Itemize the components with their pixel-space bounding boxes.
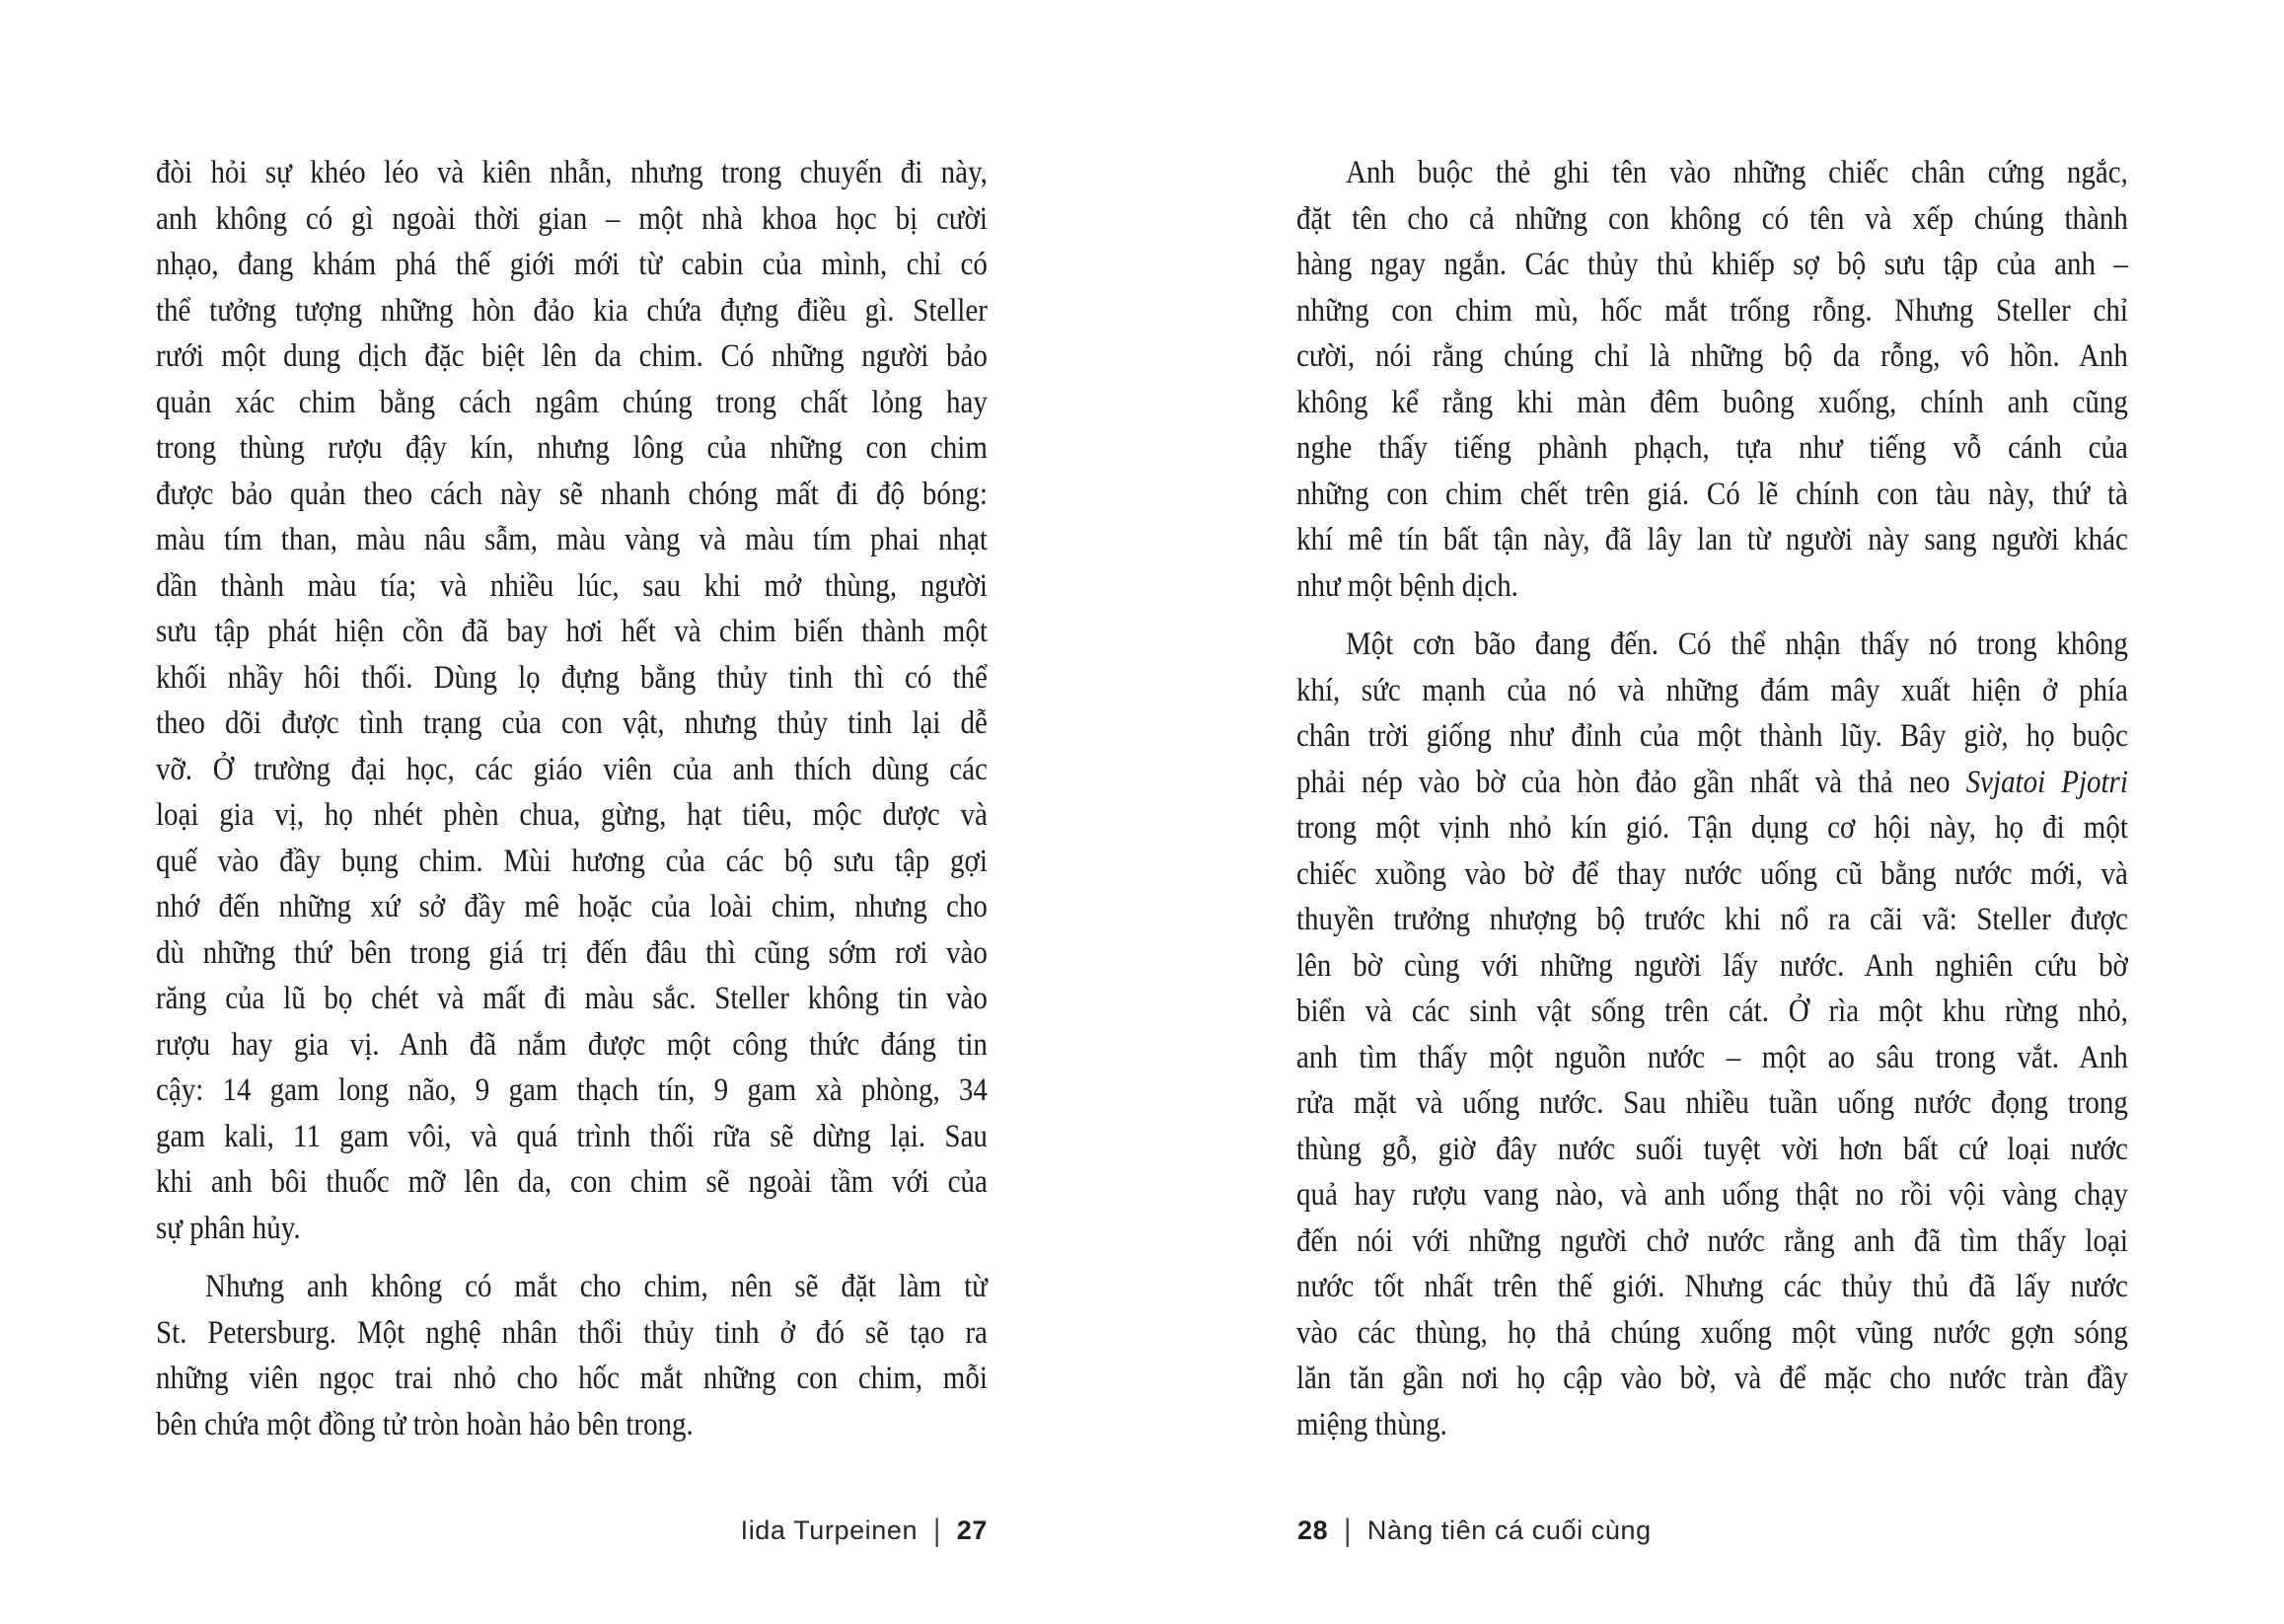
text-line: chiếc xuồng vào bờ để thay nước uống cũ bằng nước mới, và (1296, 855, 2128, 892)
text-line: nghe thấy tiếng phành phạch, tựa như tiếng vỗ cánh của (1296, 430, 2128, 466)
footer-book-title: Nàng tiên cá cuối cùng (1366, 1515, 1652, 1545)
text-line: quản xác chim bằng cách ngâm chúng trong chất lỏng hay (156, 384, 988, 420)
text-line: nhớ đến những xứ sở đầy mê hoặc của loài chim, nhưng cho (156, 889, 988, 924)
text-line: màu tím than, màu nâu sẫm, màu vàng và màu tím phai nhạt (156, 522, 988, 557)
text-line: sự phân hủy. (156, 1210, 301, 1246)
footer-author: Iida Turpeinen (740, 1515, 919, 1545)
text-line: khí, sức mạnh của nó và những đám mây xuất hiện ở phía (1296, 672, 2128, 708)
paragraph (156, 1264, 988, 1447)
text-line: vào các thùng, họ thả chúng xuống một vũng nước gợn sóng (1296, 1314, 2128, 1351)
text-line: đòi hỏi sự khéo léo và kiên nhẫn, nhưng trong chuyến đi này, (156, 155, 988, 190)
text-line: hàng ngay ngắn. Các thủy thủ khiếp sợ bộ sưu tập của anh – (1296, 247, 2128, 282)
text-line: khi anh bôi thuốc mỡ lên da, con chim sẽ ngoài tầm với của (156, 1164, 988, 1200)
text-line: chân trời giống như đỉnh của một thành lũy. Bây giờ, họ buộc (1296, 718, 2128, 754)
text-line: Một cơn bão đang đến. Có thể nhận thấy nó trong không (1346, 627, 2128, 662)
text-line: loại gia vị, họ nhét phèn chua, gừng, hạt tiêu, mộc dược và (156, 797, 988, 833)
page-number-left: 27 (956, 1515, 988, 1545)
text-line: vỡ. Ở trường đại học, các giáo viên của anh thích dùng các (156, 751, 988, 787)
text-line: được bảo quản theo cách này sẽ nhanh chóng mất đi độ bóng: (156, 476, 988, 512)
paragraph (156, 150, 988, 1251)
text-line: những con chim mù, hốc mắt trống rỗng. Nhưng Steller chỉ (1296, 292, 2128, 329)
text-line: gam kali, 11 gam vôi, và quá trình thối rữa sẽ dừng lại. Sau (156, 1118, 988, 1154)
page-left-body-text (156, 150, 988, 1447)
text-line: nước tốt nhất trên thế giới. Nhưng các thủy thủ đã lấy nước (1296, 1269, 2128, 1304)
footer-separator: | (1344, 1513, 1352, 1548)
text-line: sưu tập phát hiện cồn đã bay hơi hết và chim biến thành một (156, 614, 988, 649)
text-line: Nhưng anh không có mắt cho chim, nên sẽ đặt làm từ (205, 1269, 988, 1304)
text-line: thể tưởng tượng những hòn đảo kia chứa đựng điều gì. Steller (156, 292, 988, 329)
footer-separator: | (933, 1513, 941, 1548)
page-left-footer (156, 1515, 988, 1546)
text-line: nhạo, đang khám phá thế giới mới từ cabin của mình, chỉ có (156, 247, 988, 282)
text-line: rượu hay gia vị. Anh đã nắm được một công thức đáng tin (156, 1026, 988, 1063)
text-line: anh tìm thấy một nguồn nước – một ao sâu trong vắt. Anh (1296, 1039, 2128, 1075)
text-line: trong một vịnh nhỏ kín gió. Tận dụng cơ hội này, họ đi một (1296, 810, 2128, 846)
text-line: quế vào đầy bụng chim. Mùi hương của các bộ sưu tập gợi (156, 843, 988, 879)
text-line: cười, nói rằng chúng chỉ là những bộ da rỗng, vô hồn. Anh (1296, 338, 2128, 374)
text-line: bên chứa một đồng tử tròn hoàn hảo bên trong. (156, 1406, 694, 1442)
text-line: anh không có gì ngoài thời gian – một nhà khoa học bị cười (156, 200, 988, 237)
text-line: răng của lũ bọ chét và mất đi màu sắc. Steller không tin vào (156, 981, 988, 1016)
text-line: đến nói với những người chở nước rằng anh đã tìm thấy loại (1296, 1222, 2128, 1259)
text-line: dù những thứ bên trong giá trị đến đâu thì cũng sớm rơi vào (156, 934, 988, 971)
text-line: không kể rằng khi màn đêm buông xuống, chính anh cũng (1296, 384, 2128, 420)
text-line: những con chim chết trên giá. Có lẽ chính con tàu này, thứ tà (1296, 476, 2128, 512)
text-line: thuyền trưởng nhượng bộ trước khi nổ ra cãi vã: Steller được (1296, 902, 2128, 937)
text-line: dần thành màu tía; và nhiều lúc, sau khi mở thùng, người (156, 567, 988, 604)
text-line: rửa mặt và uống nước. Sau nhiều tuần uống nước đọng trong (1296, 1085, 2128, 1121)
text-line: đặt tên cho cả những con không có tên và xếp chúng thành (1296, 200, 2128, 237)
text-line: quả hay rượu vang nào, và anh uống thật no rồi vội vàng chạy (1296, 1177, 2128, 1213)
text-line: rưới một dung dịch đặc biệt lên da chim. Có những người bảo (156, 338, 988, 374)
text-line: lên bờ cùng với những người lấy nước. Anh nghiên cứu bờ (1296, 947, 2128, 984)
page-right-footer (1297, 1515, 1652, 1546)
text-line: trong thùng rượu đậy kín, nhưng lông của những con chim (156, 430, 988, 466)
text-line: cậy: 14 gam long não, 9 gam thạch tín, 9 gam xà phòng, 34 (156, 1072, 988, 1108)
text-line: biển và các sinh vật sống trên cát. Ở rìa một khu rừng nhỏ, (1296, 994, 2128, 1029)
page-right-body-text (1296, 150, 2128, 1447)
text-line: Anh buộc thẻ ghi tên vào những chiếc chân cứng ngắc, (1346, 155, 2128, 190)
text-line: St. Petersburg. Một nghệ nhân thổi thủy tinh ở đó sẽ tạo ra (156, 1314, 988, 1351)
text-line: khối nhầy hôi thối. Dùng lọ đựng bằng thủy tinh thì có thể (156, 659, 988, 696)
text-line: như một bệnh dịch. (1296, 567, 1518, 604)
text-line: thùng gỗ, giờ đây nước suối tuyệt vời hơn bất cứ loại nước (1296, 1131, 2128, 1167)
paragraph (1296, 150, 2128, 609)
text-line: miệng thùng. (1296, 1406, 1447, 1442)
text-line: lăn tăn gần nơi họ cập vào bờ, và để mặc cho nước tràn đầy (1296, 1361, 2128, 1396)
text-line: theo dõi được tình trạng của con vật, nhưng thủy tinh lại dễ (156, 705, 988, 741)
text-line: phải nép vào bờ của hòn đảo gần nhất và thả neo Svjatoi Pjotri (1296, 764, 2128, 800)
page-number-right: 28 (1297, 1515, 1329, 1545)
paragraph (1296, 622, 2128, 1447)
text-line: khí mê tín bất tận này, đã lây lan từ người này sang người khác (1296, 522, 2128, 557)
text-line: những viên ngọc trai nhỏ cho hốc mắt những con chim, mỗi (156, 1361, 988, 1396)
